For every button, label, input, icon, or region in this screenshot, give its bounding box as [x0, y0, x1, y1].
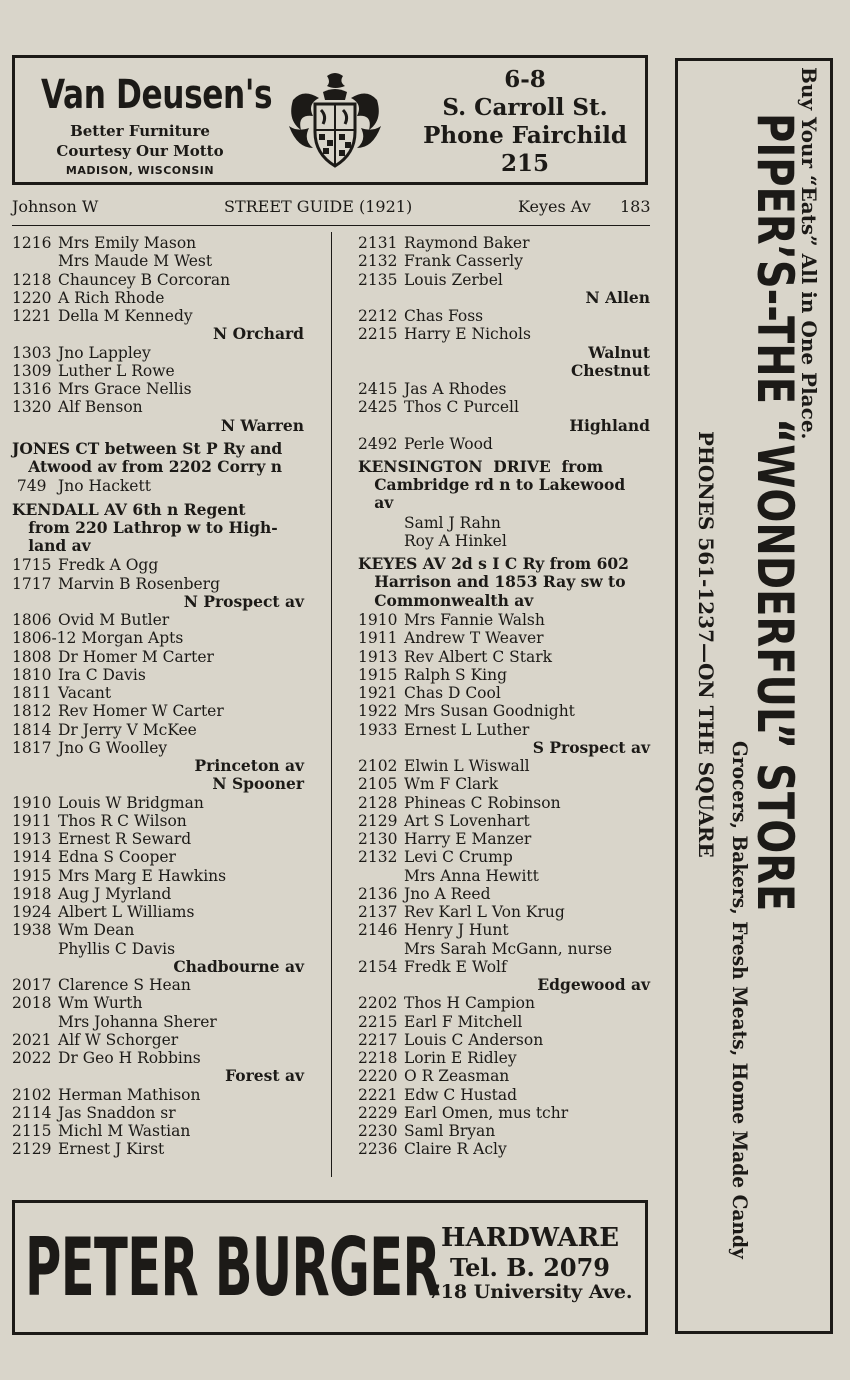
directory-entry [358, 1122, 650, 1140]
resident-name: Wm Dean [58, 921, 135, 940]
directory-entry [12, 234, 304, 252]
directory-entry [358, 1013, 650, 1031]
directory-entry [358, 1049, 650, 1067]
directory-entry [358, 1086, 650, 1104]
van-deusens-name: Van Deusen's [41, 72, 273, 118]
house-number: 2492 [358, 434, 398, 453]
house-number: 1933 [358, 720, 398, 739]
heraldic-crest-icon [283, 70, 387, 170]
house-number: 1913 [12, 830, 52, 848]
cross-street: Forest av [225, 1066, 304, 1086]
resident-name: Vacant [58, 684, 112, 702]
directory-entry [12, 867, 304, 885]
directory-entry [12, 362, 304, 380]
resident-name: Rev Karl L Von Krug [404, 903, 565, 921]
directory-entry [12, 1122, 304, 1140]
resident-name: Ira C Davis [58, 665, 146, 684]
peter-burger-address: 718 University Ave. [427, 1281, 633, 1303]
cross-street: N Spooner [212, 774, 304, 794]
directory-entry [358, 958, 650, 976]
directory-entry [358, 532, 650, 550]
resident-name: Michl M Wastian [58, 1122, 191, 1140]
directory-entry [358, 611, 650, 629]
pipers-headline: PIPER’S--THE “WONDERFUL” STORE [746, 113, 804, 912]
directory-entry [12, 611, 304, 629]
house-number: 1717 [12, 574, 52, 593]
house-number: 2217 [358, 1030, 398, 1049]
directory-entry [12, 684, 304, 702]
resident-name: Ovid M Butler [58, 611, 170, 629]
resident-name: A Rich Rhode [58, 288, 165, 307]
resident-name: Harry E Manzer [404, 830, 532, 848]
directory-entry [358, 721, 650, 739]
van-deusens-line1: Better Furniture [70, 122, 210, 140]
house-number: 749 [12, 477, 47, 496]
resident-name: Lorin E Ridley [404, 1049, 517, 1067]
directory-entry [358, 666, 650, 684]
resident-name: Saml Bryan [404, 1122, 496, 1140]
directory-entry [358, 830, 650, 848]
resident-name: Phineas C Robinson [404, 793, 561, 812]
resident-name: Mrs Anna Hewitt [404, 866, 539, 885]
resident-name: Luther L Rowe [58, 361, 175, 380]
resident-name: Mrs Maude M West [58, 252, 213, 271]
peter-burger-name: PETER BURGER [25, 1221, 441, 1314]
house-number: 2130 [358, 830, 398, 848]
house-number: 2132 [358, 848, 398, 867]
van-deusens-addr2: S. Carroll St. [442, 94, 608, 121]
house-number: 2218 [358, 1049, 398, 1067]
directory-entry [12, 830, 304, 848]
street-heading-line: Harrison and 1853 Ray sw to [358, 572, 626, 592]
resident-name: Jas A Rhodes [404, 380, 507, 398]
resident-name: Thos H Campion [404, 994, 535, 1013]
street-heading-line: KEYES AV 2d s I C Ry from 602 [358, 554, 629, 574]
pipers-store-ad [675, 58, 833, 1334]
house-number: 1918 [12, 884, 52, 903]
header-left: Johnson W [12, 197, 99, 216]
house-number: 1913 [358, 647, 398, 666]
directory-entry [358, 921, 650, 939]
resident-name: Louis Zerbel [404, 270, 503, 289]
directory-entry [12, 252, 304, 270]
resident-name: Claire R Acly [404, 1140, 507, 1159]
resident-name: Mrs Susan Goodnight [404, 702, 575, 721]
resident-name: Wm Wurth [58, 994, 143, 1013]
street-heading-line: Atwood av from 2202 Corry n [12, 456, 282, 476]
peter-burger-ad [12, 1200, 648, 1335]
house-number: 1806 [12, 611, 52, 629]
house-number: 2229 [358, 1103, 398, 1122]
street-heading-line: KENDALL AV 6th n Regent [12, 499, 246, 519]
peter-burger-hardware: HARDWARE [440, 1223, 620, 1253]
house-number: 1924 [12, 903, 52, 921]
street-heading [12, 501, 304, 556]
directory-entry [12, 940, 304, 958]
resident-name: Dr Geo H Robbins [58, 1049, 201, 1067]
house-number: 1715 [12, 556, 52, 575]
cross-street: N Allen [585, 287, 650, 307]
resident-name: Roy A Hinkel [404, 532, 507, 550]
house-number: 1922 [358, 702, 398, 721]
resident-name: Henry J Hunt [404, 921, 509, 940]
house-number: 2102 [358, 757, 398, 775]
directory-entry [358, 1104, 650, 1122]
resident-name: Mrs Sarah McGann, nurse [404, 939, 613, 958]
directory-entry [358, 1140, 650, 1158]
house-number: 1914 [12, 848, 52, 867]
street-heading-line: KENSINGTON DRIVE from [358, 457, 604, 476]
directory-entry [12, 1140, 304, 1158]
directory-entry [12, 848, 304, 866]
directory-entry [358, 380, 650, 398]
directory-entry [12, 702, 304, 720]
house-number: 1938 [12, 921, 52, 940]
directory-entry [358, 994, 650, 1012]
house-number: 1811 [12, 684, 52, 702]
house-number: 2215 [358, 325, 398, 344]
page-header [12, 193, 650, 219]
peter-burger-tel: Tel. B. 2079 [450, 1253, 610, 1282]
directory-entry [358, 325, 650, 343]
directory-entry [358, 271, 650, 289]
column-divider [331, 232, 332, 1177]
resident-name: Mrs Grace Nellis [58, 380, 192, 398]
house-number: 2128 [358, 793, 398, 812]
resident-name: Ernest R Seward [58, 830, 192, 848]
directory-entry [12, 794, 304, 812]
house-number: 1814 [12, 720, 52, 739]
pipers-phones: PHONES 561-1237—ON THE SQUARE [694, 431, 718, 858]
directory-entry [358, 848, 650, 866]
resident-name: Albert L Williams [58, 903, 195, 921]
resident-name: Ernest L Luther [404, 720, 530, 739]
resident-name: Art S Lovenhart [404, 811, 530, 830]
resident-name: Phyllis C Davis [58, 939, 176, 958]
house-number: 1216 [12, 234, 52, 252]
street-heading [12, 440, 304, 476]
directory-entry [12, 1104, 304, 1122]
directory-entry [12, 477, 304, 495]
directory-entry [12, 271, 304, 289]
house-number: 2017 [12, 976, 52, 994]
directory-entry [358, 812, 650, 830]
directory-entry [358, 794, 650, 812]
house-number: 2132 [358, 252, 398, 271]
resident-name: Harry E Nichols [404, 325, 531, 344]
resident-name: Chas D Cool [404, 684, 501, 702]
house-number: 2135 [358, 270, 398, 289]
header-rule [12, 225, 650, 226]
house-number: 1810 [12, 665, 52, 684]
resident-name: Mrs Johanna Sherer [58, 1012, 217, 1031]
house-number: 1911 [358, 629, 398, 648]
house-number: 1915 [358, 665, 398, 684]
directory-entry [12, 307, 304, 325]
resident-name: Fredk A Ogg [58, 556, 159, 575]
directory-entry [12, 739, 304, 757]
house-number: 2154 [358, 957, 398, 976]
cross-street: Chadbourne av [173, 956, 304, 976]
directory-entry [12, 921, 304, 939]
entry-text: 1806-12 Morgan Apts [12, 629, 184, 648]
house-number: 2415 [358, 380, 398, 398]
resident-name: O R Zeasman [404, 1067, 510, 1086]
resident-name: Clarence S Hean [58, 976, 191, 994]
street-heading-line: land av [12, 535, 91, 555]
resident-name: Mrs Emily Mason [58, 234, 197, 252]
resident-name: Louis W Bridgman [58, 793, 204, 812]
house-number: 2115 [12, 1122, 52, 1140]
resident-name: Rev Homer W Carter [58, 702, 224, 721]
house-number: 1921 [358, 684, 398, 702]
house-number: 2131 [358, 234, 398, 252]
directory-entry [12, 812, 304, 830]
resident-name: Rev Albert C Stark [404, 647, 553, 666]
directory-entry [12, 721, 304, 739]
cross-street: Princeton av [194, 756, 304, 775]
house-number: 1812 [12, 702, 52, 721]
resident-name: Louis C Anderson [404, 1030, 544, 1049]
directory-entry [12, 1013, 304, 1031]
resident-name: Chas Foss [404, 307, 484, 325]
resident-name: Elwin L Wiswall [404, 757, 530, 775]
street-heading-line: from 220 Lathrop w to High- [12, 517, 278, 537]
house-number: 2022 [12, 1049, 52, 1067]
resident-name: Raymond Baker [404, 234, 530, 252]
house-number: 1910 [12, 793, 52, 812]
house-number: 1817 [12, 738, 52, 757]
house-number: 2136 [358, 884, 398, 903]
directory-entry [358, 903, 650, 921]
resident-name: Dr Jerry V McKee [58, 720, 197, 739]
house-number: 1910 [358, 611, 398, 629]
cross-street: S Prospect av [532, 737, 650, 757]
house-number: 2021 [12, 1030, 52, 1049]
directory-entry [12, 666, 304, 684]
cross-street: N Prospect av [183, 591, 304, 611]
resident-name: Earl F Mitchell [404, 1012, 523, 1031]
directory-entry [358, 307, 650, 325]
street-heading-line: av [358, 493, 394, 513]
house-number: 1220 [12, 288, 52, 307]
van-deusens-city: MADISON, WISCONSIN [65, 164, 215, 177]
directory-entry [12, 629, 304, 647]
street-heading-line: Cambridge rd n to Lakewood [358, 475, 626, 495]
resident-name: Earl Omen, mus tchr [404, 1103, 569, 1122]
resident-name: Jno Hackett [58, 477, 151, 496]
house-number: 2018 [12, 994, 52, 1013]
resident-name: Ralph S King [404, 665, 508, 684]
resident-name: Thos C Purcell [404, 398, 519, 417]
directory-entry [358, 940, 650, 958]
directory-entry [358, 775, 650, 793]
pipers-products: Grocers, Bakers, Fresh Meats, Home Made Candy [728, 741, 752, 1259]
cross-street: Walnut [588, 342, 650, 362]
resident-name: Della M Kennedy [58, 307, 193, 325]
directory-entry [358, 757, 650, 775]
directory-entry [358, 252, 650, 270]
house-number: 1221 [12, 307, 52, 325]
resident-name: Chauncey B Corcoran [58, 270, 231, 289]
house-number: 1303 [12, 343, 52, 362]
resident-name: Jas Snaddon sr [58, 1103, 176, 1122]
van-deusens-ad [12, 55, 648, 185]
cross-street: N Orchard [213, 324, 304, 344]
street-heading [358, 458, 650, 513]
directory-entry [358, 702, 650, 720]
directory-entry [358, 684, 650, 702]
directory-entry [358, 885, 650, 903]
house-number: 2212 [358, 307, 398, 325]
directory-entry [358, 1031, 650, 1049]
house-number: 2137 [358, 903, 398, 921]
resident-name: Edw C Hustad [404, 1085, 518, 1104]
directory-entry [12, 994, 304, 1012]
directory-entry [12, 648, 304, 666]
directory-entry [358, 867, 650, 885]
resident-name: Ernest J Kirst [58, 1140, 165, 1159]
resident-name: Alf Benson [58, 398, 143, 417]
resident-name: Thos R C Wilson [58, 811, 187, 830]
van-deusens-addr3: Phone Fairchild [423, 122, 627, 149]
street-heading [358, 555, 650, 610]
resident-name: Mrs Marg E Hawkins [58, 866, 227, 885]
directory-entry [358, 648, 650, 666]
house-number: 1808 [12, 647, 52, 666]
house-number: 1316 [12, 380, 52, 398]
house-number: 2129 [358, 811, 398, 830]
resident-name: Jno Lappley [58, 343, 151, 362]
directory-entry [12, 556, 304, 574]
cross-street: Edgewood av [537, 975, 650, 994]
resident-name: Aug J Myrland [58, 884, 172, 903]
directory-entry [12, 885, 304, 903]
directory-entry [12, 575, 304, 593]
resident-name: Wm F Clark [404, 775, 499, 794]
directory-entry [12, 1086, 304, 1104]
street-heading-line: JONES CT between St P Ry and [12, 438, 283, 458]
directory-entry [12, 380, 304, 398]
van-deusens-addr1: 6-8 [504, 66, 546, 93]
house-number: 2129 [12, 1140, 52, 1159]
house-number: 2220 [358, 1067, 398, 1086]
directory-entry [12, 903, 304, 921]
house-number: 2236 [358, 1140, 398, 1159]
van-deusens-addr4: 215 [500, 150, 549, 177]
resident-name: Herman Mathison [58, 1085, 201, 1104]
house-number: 2146 [358, 921, 398, 940]
resident-name: Frank Casserly [404, 252, 524, 271]
house-number: 2221 [358, 1085, 398, 1104]
house-number: 2202 [358, 994, 398, 1013]
resident-name: Marvin B Rosenberg [58, 574, 221, 593]
house-number: 1911 [12, 811, 52, 830]
resident-name: Levi C Crump [404, 848, 513, 867]
directory-entry [12, 344, 304, 362]
resident-name: Alf W Schorger [58, 1030, 179, 1049]
resident-name: Edna S Cooper [58, 848, 176, 867]
cross-street: Chestnut [570, 360, 650, 380]
house-number: 2114 [12, 1103, 52, 1122]
house-number: 1309 [12, 361, 52, 380]
directory-entry [358, 435, 650, 453]
cross-street: Highland [569, 415, 650, 435]
directory-entry [358, 1067, 650, 1085]
street-heading-line: Commonwealth av [358, 590, 534, 610]
resident-name: Saml J Rahn [404, 513, 501, 532]
house-number: 1320 [12, 398, 52, 417]
directory-entry [12, 976, 304, 994]
resident-name: Fredk E Wolf [404, 957, 507, 976]
resident-name: Andrew T Weaver [404, 629, 544, 648]
resident-name: Dr Homer M Carter [58, 647, 214, 666]
directory-entry [12, 289, 304, 307]
house-number: 1218 [12, 270, 52, 289]
house-number: 2425 [358, 398, 398, 417]
cross-street: N Warren [220, 415, 304, 435]
directory-entry [358, 514, 650, 532]
house-number: 1915 [12, 866, 52, 885]
directory-entry [358, 234, 650, 252]
header-right: Keyes Av [518, 197, 591, 216]
directory-entry [358, 629, 650, 647]
page-number: 183 [620, 197, 651, 216]
van-deusens-line2: Courtesy Our Motto [56, 142, 224, 160]
directory-entry [12, 1031, 304, 1049]
house-number: 2102 [12, 1085, 52, 1104]
house-number: 2215 [358, 1012, 398, 1031]
directory-entry [358, 398, 650, 416]
resident-name: Jno G Woolley [58, 738, 168, 757]
resident-name: Jno A Reed [404, 884, 491, 903]
directory-entry [12, 398, 304, 416]
header-center: STREET GUIDE (1921) [224, 197, 413, 216]
pipers-tagline: Buy Your “Eats” All in One Place. [797, 67, 821, 440]
resident-name: Mrs Fannie Walsh [404, 611, 545, 629]
resident-name: Perle Wood [404, 434, 493, 453]
house-number: 2105 [358, 775, 398, 794]
directory-entry [12, 1049, 304, 1067]
house-number: 2230 [358, 1122, 398, 1140]
